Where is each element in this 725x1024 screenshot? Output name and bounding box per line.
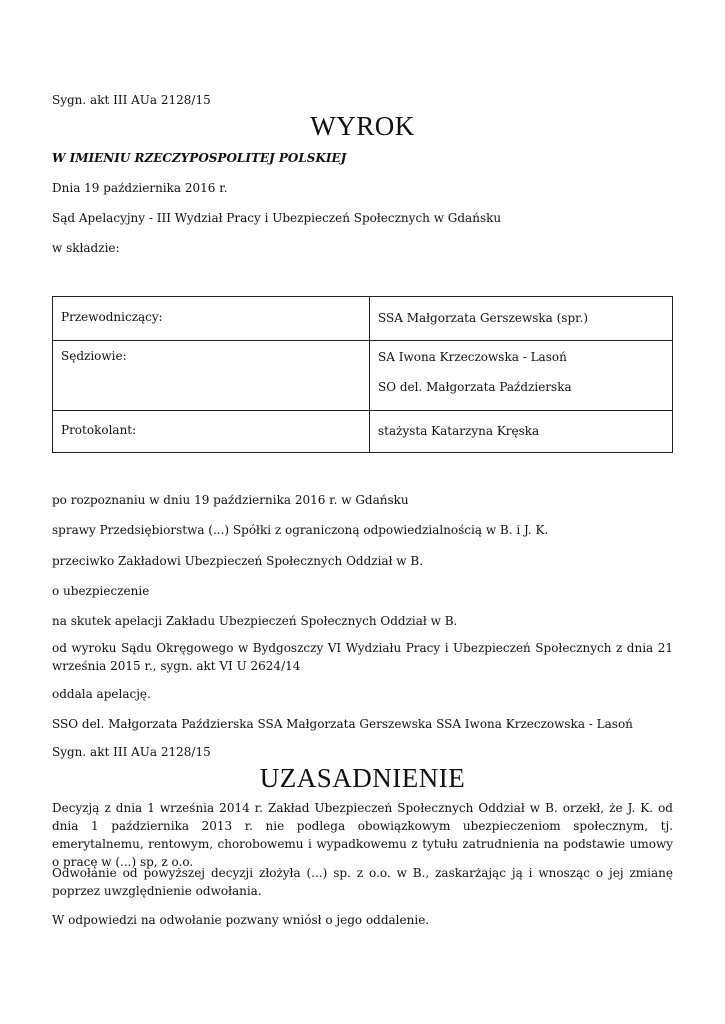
panel-value-chair [370,297,673,341]
justification-paragraph: W odpowiedzi na odwołanie pozwany wniósł o jego oddalenie. [52,913,430,927]
table-row [53,411,673,453]
panel-judge-1: SA Iwona Krzeczowska - Lasoń [378,350,567,364]
court-panel-table [52,296,673,453]
judgment-date: Dnia 19 października 2016 r. [52,181,228,195]
justification-signature: Sygn. akt III AUa 2128/15 [52,745,211,759]
composition-intro: w składzie: [52,241,120,255]
panel-value-judges [370,341,673,411]
considered-line: po rozpoznaniu w dniu 19 października 2016 r. w Gdańsku [52,493,409,507]
panel-value-clerk [370,411,673,453]
judgment-subtitle: W IMIENIU RZECZYPOSPOLITEJ POLSKIEJ [52,151,347,165]
judgment-title: WYROK [310,111,415,141]
panel-clerk-name: stażysta Katarzyna Kręska [378,424,540,438]
justification-paragraph: Odwołanie od powyższej decyzji złożyła (...) sp. z o.o. w B., zaskarżając ją i wnosząc o jej zmianę poprzez uwzględnienie odwołania. [52,866,673,898]
ruling-line: oddala apelację. [52,687,151,701]
case-signature: Sygn. akt III AUa 2128/15 [52,93,211,107]
panel-label-clerk: Protokolant: [53,411,370,453]
table-row [53,297,673,341]
court-name: Sąd Apelacyjny - III Wydział Pracy i Ubezpieczeń Społecznych w Gdańsku [52,211,502,225]
lower-court-judgment: od wyroku Sądu Okręgowego w Bydgoszczy VI Wydziału Pracy i Ubezpieczeń Społecznych z dnia 21 września 2015 r., sygn. akt VI U 2624/14 [52,641,673,673]
judges-signatures: SSO del. Małgorzata Paździerska SSA Małgorzata Gerszewska SSA Iwona Krzeczowska - Lasoń [52,717,633,731]
justification-paragraph: Decyzją z dnia 1 września 2014 r. Zakład Ubezpieczeń Społecznych Oddział w B. orzekł, że J. K. od dnia 1 października 2013 r. nie podlega obowiązkowym ubezpieczeniom społecznym, tj. emerytalnemu, rentowym, chorobowemu i wypadkowemu z tytułu zatrudnienia na podstawie umowy o pracę w (...) sp, z o.o. [52,801,673,869]
panel-judge-2: SO del. Małgorzata Paździerska [378,380,572,394]
case-parties: sprawy Przedsiębiorstwa (...) Spółki z ograniczoną odpowiedzialnością w B. i J. K. [52,523,549,537]
case-subject: o ubezpieczenie [52,584,150,598]
appeal-line: na skutek apelacji Zakładu Ubezpieczeń Społecznych Oddział w B. [52,614,458,628]
panel-chair-name: SSA Małgorzata Gerszewska (spr.) [378,311,589,325]
panel-label-judges: Sędziowie: [53,341,370,411]
panel-label-chair: Przewodniczący: [53,297,370,341]
justification-title: UZASADNIENIE [259,763,466,793]
defendant-line: przeciwko Zakładowi Ubezpieczeń Społecznych Oddział w B. [52,554,424,568]
table-row [53,341,673,411]
